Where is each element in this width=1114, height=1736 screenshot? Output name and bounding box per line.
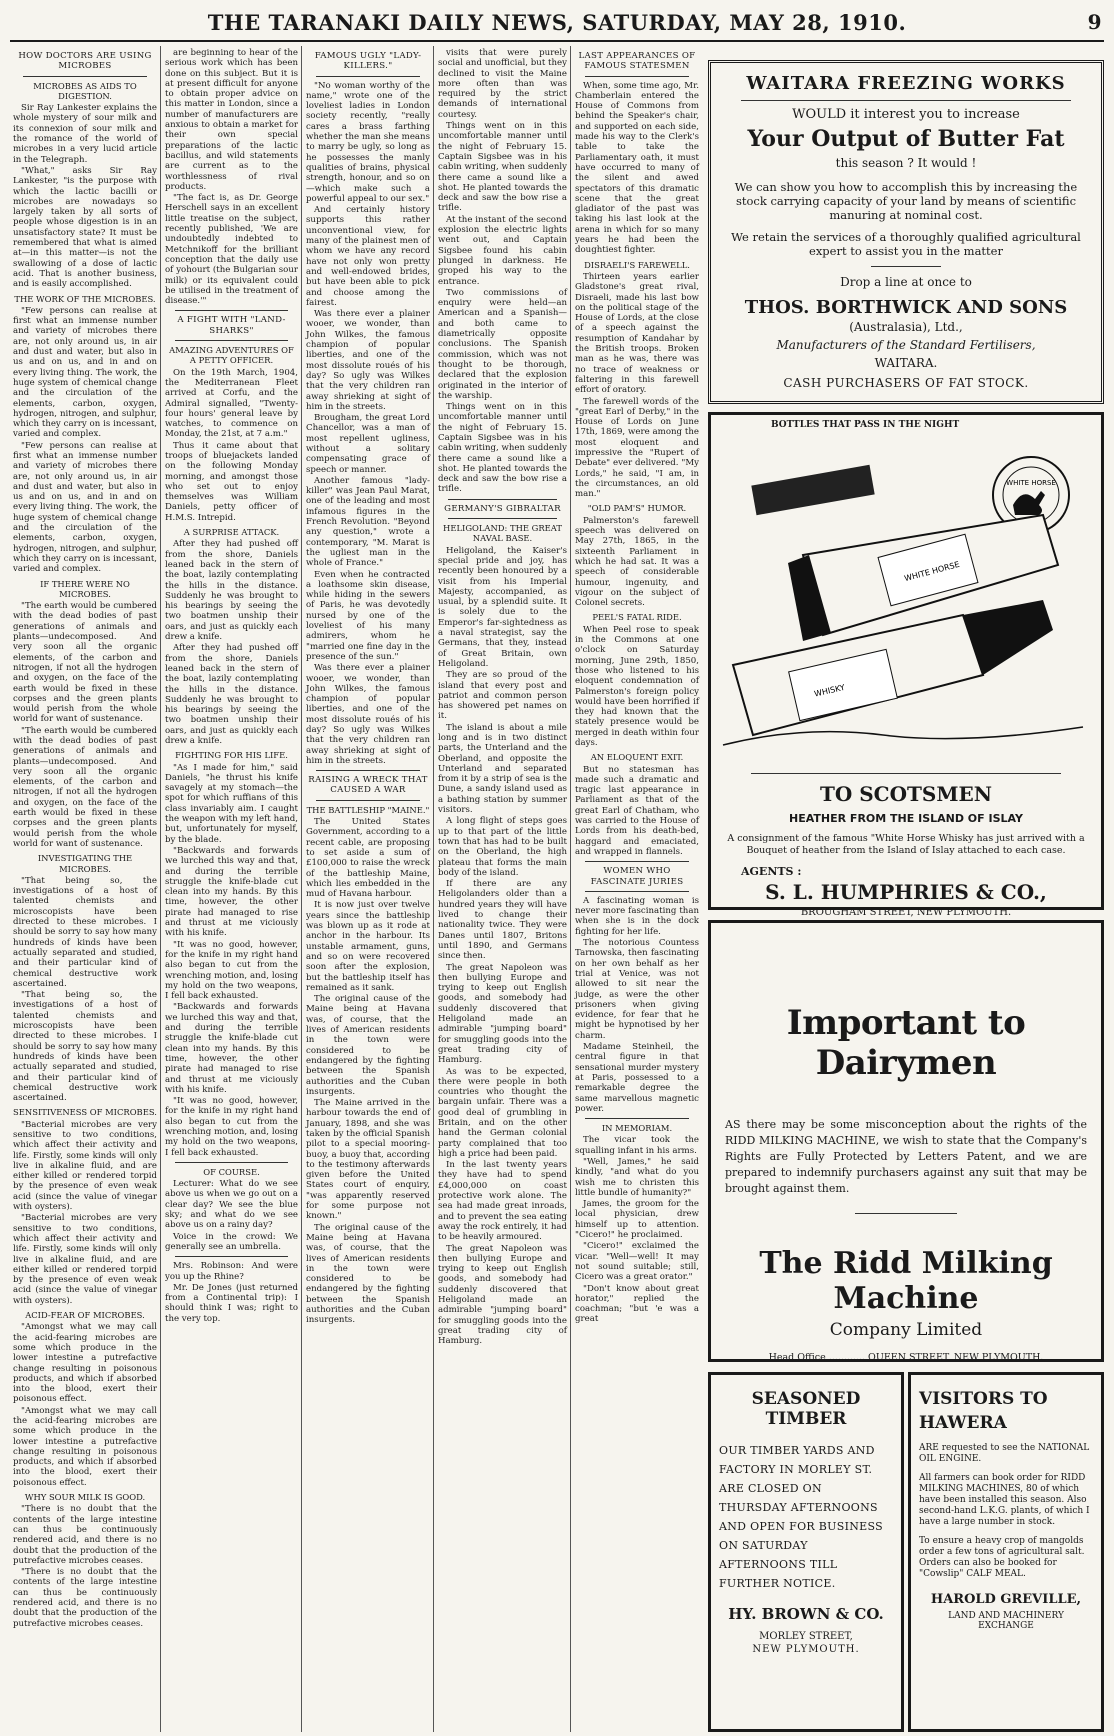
ad-body: To ensure a heavy crop of mangolds order a few tons of agricultural salt. Orders can also be booked for "Cowslip" CALF MEAL. (919, 1536, 1085, 1579)
ad-white-horse-whisky (708, 412, 1104, 918)
ad-headline: Your Output of Butter Fat (747, 126, 1065, 152)
ad-firm: HY. BROWN & CO. (728, 1605, 884, 1623)
ad-body: OUR TIMBER YARDS AND FACTORY IN MORLEY ST. ARE CLOSED ON THURSDAY AFTERNOONS AND OPEN FOR BUSINESS ON SATURDAY AFTERNOONS TILL FURTHER NOTICE. (719, 1444, 883, 1590)
paragraph: "Well, James," he said kindly, "and what do you wish me to christen this little bundle of humanity?" (575, 1156, 699, 1198)
ad-line: We retain the services of a thoroughly qualified agricultural expert to assist you in the matter (731, 230, 1081, 258)
paragraph: The notorious Countess Tarnowska, then fascinating on her own behalf as her trial at Venice, was not allowed to sit near the judge, as were the other prisoners when giving evidence, for fear that he might be hypnotised by her charm. (575, 938, 699, 1041)
bottle-label: WHITE HORSE (903, 559, 961, 584)
column-4 (435, 48, 570, 1732)
paragraph: They are so proud of the island that every post and patriot and common person has showered pet names on it. (438, 670, 567, 722)
ad-headline: TO SCOTSMEN (819, 782, 993, 806)
divider (585, 891, 689, 892)
paragraph: "It was no good, however, for the knife in my right hand also began to cut from the wrenching motion, and, losing my hold on the two weapons, I fell back exhausted. (165, 1096, 298, 1158)
paragraph: The great Napoleon was then bullying Europe and trying to keep out English goods, and somebody had suddenly discovered that Heligoland made an admirable "jumping board" for smuggling goods into the great trading city of Hamburg. (438, 1243, 567, 1347)
subhead: MICROBES AS AIDS TO DIGESTION. (33, 80, 137, 101)
paragraph: When, some time ago, Mr. Chamberlain entered the House of Commons from behind the Speaker's chair, and supported on each side, made his way to the Clerk's table to take the Parliamentary oath, it must have occurred to many of the silent and awed spectators of this dramatic scene that the great gladiator of the past was taking his last look at the arena in which for so many years he had been the doughtiest fighter. (575, 80, 699, 256)
paragraph: "Bacterial microbes are very sensitive to two conditions, which affect their activity and life. Firstly, some kinds will only live in alkaline fluid, and are either killed or rendered torpid by the presence of even weak acid (since the value of vinegar with oysters). (13, 1119, 157, 1213)
paragraph: A long flight of steps goes up to that part of the little town that has had to be built on the Oberland, the high plateau that forms the main body of the island. (438, 816, 567, 878)
paragraph: The original cause of the Maine being at Havana was, of course, that the lives of American residents in the town were considered to be endangered by the fighting between the Spanish authorities and the Cuban insurgents. (306, 994, 430, 1097)
subhead: WHY SOUR MILK IS GOOD. (24, 1492, 146, 1503)
paragraph: "Amongst what we may call the acid-fearing microbes are some which produce in the lower intestine a putrefactive change resulting in poisonous products, and which if absorbed into the blood, exert their poisonous effect. (13, 1405, 157, 1488)
ad-line: WOULD it interest you to increase (792, 107, 1020, 122)
subhead: A SURPRISE ATTACK. (183, 527, 280, 538)
divider (175, 340, 288, 341)
seal-text: WHITE HORSE (1006, 479, 1056, 487)
paragraph: "Cicero!" exclaimed the vicar. "Well—well! It may not sound suitable; still, Cicero was a great orator." (575, 1241, 699, 1283)
column-5 (572, 48, 702, 1732)
subhead: DISRAELI'S FAREWELL. (584, 259, 690, 270)
divider (316, 800, 420, 801)
ad-firm: S. L. HUMPHRIES & CO., (765, 880, 1047, 904)
subhead: INVESTIGATING THE MICROBES. (37, 853, 133, 874)
ad-headline: SEASONED TIMBER (751, 1389, 861, 1429)
subhead: FIGHTING FOR HIS LIFE. (175, 750, 288, 761)
paragraph: Things went on in this uncomfortable manner until the night of February 15. Captain Sigsbee was in his cabin writing, when suddenly there came a sound like a shot. He planted towards the deck and saw the bow rise a trifle. (438, 121, 567, 214)
ad-caption: BOTTLES THAT PASS IN THE NIGHT (771, 420, 960, 430)
ad-visitors-hawera (908, 1372, 1104, 1732)
column-divider (301, 46, 302, 1732)
headline-raising-wreck: RAISING A WRECK THAT CAUSED A WAR (308, 775, 428, 796)
paragraph: Voice in the crowd: We generally see an umbrella. (165, 1231, 298, 1252)
divider (448, 499, 557, 500)
page-number: 9 (1087, 10, 1102, 34)
divider (23, 76, 147, 77)
divider (585, 1118, 689, 1119)
paragraph: "Don't know about great horator," replied the coachman; "but 'e was a great (575, 1283, 699, 1325)
headline-last-appearances: LAST APPEARANCES OF FAMOUS STATESMEN (578, 51, 696, 72)
paragraph: After they had pushed off from the shore, Daniels leaned back in the stern of the boat, lazily contemplating the hills in the distance. Suddenly he was brought to his bearings by seeing the two boatmen unship their oars, and just as quickly each drew a knife. (165, 643, 298, 746)
paragraph: Thus it came about that troops of bluejackets landed on the following Monday morning, and amongst those who set out to enjoy themselves was William Daniels, petty officer of H.M.S. Intrepid. (165, 440, 298, 523)
paragraph: Thirteen years earlier Gladstone's great rival, Disraeli, made his last bow on the political stage of the House of Lords, at the close of a speech against the resumption of Kandahar by the British troops. Broken man as he was, there was no trace of weakness or faltering in this farewell effort of oratory. (575, 271, 699, 396)
subhead: IF THERE WERE NO MICROBES. (40, 578, 130, 599)
column-divider (433, 46, 434, 1732)
ad-line: LAND AND MACHINERY EXCHANGE (948, 1611, 1064, 1631)
paragraph: On the 19th March, 1904, the Mediterranean Fleet arrived at Corfu, and the Admiral signalled, "Twenty-four hours' general leave by watches, to commence on Monday, the 21st, at 7 a.m." (165, 367, 298, 440)
paragraph: "Amongst what we may call the acid-fearing microbes are some which produce in the lower intestine a putrefactive change resulting in poisonous products, and which if absorbed into the blood, exert their poisonous effect. (13, 1322, 157, 1405)
subhead: IN MEMORIAM. (601, 1123, 673, 1134)
paragraph: Heligoland, the Kaiser's special pride and joy, has recently been honoured by a visit from his Imperial Majesty, accompanied, as usual, by a splendid suite. It is solely due to the Emperor's far-sightedness as a naval strategist, say the Germans, that they, instead of Great Britain, own Heligoland. (438, 545, 567, 669)
paragraph: Even when he contracted a loathsome skin disease, while hiding in the sewers of Paris, he was devotedly nursed by one of the loveliest of his many admirers, whom he "married one fine day in the presence of the sun." (306, 569, 430, 662)
headline-land-sharks: A FIGHT WITH "LAND-SHARKS" (177, 315, 286, 336)
column-2 (162, 48, 301, 1732)
ad-headline: Important to Dairymen (786, 1003, 1026, 1083)
masthead-rule (10, 40, 1104, 42)
paragraph: The island is about a mile long and is in two distinct parts, the Unterland and the Oberland, and opposite the Unterland and separated from it by a strip of sea is the Dune, a sandy island used as a bathing station by summer visitors. (438, 722, 567, 816)
paragraph: Mrs. Robinson: And were you up the Rhine? (165, 1261, 298, 1282)
paragraph: After they had pushed off from the shore, Daniels leaned back in the stern of the boat, lazily contemplating the hills in the distance. Suddenly he was brought to his bearings by seeing the two boatmen unship their oars, and just as quickly each drew a knife. (165, 539, 298, 643)
ad-body: AS there may be some misconception about the rights of the RIDD MILKING MACHINE, we wish to state that the Company's Rights are Fully Protected by Letters Patent, and we are prepared to indemnify purchasers against any suit that may be brought against them. (725, 1118, 1087, 1195)
paragraph: In the last twenty years they have had to spend £4,000,000 on coast protective work alone. The sea had made great inroads, and to prevent the sea eating away the rock entirely, it had to be heavily armoured. (438, 1160, 567, 1243)
ad-line: BROUGHAM STREET, NEW PLYMOUTH. (800, 907, 1012, 918)
masthead-title: THE TARANAKI DAILY NEWS, SATURDAY, MAY 28, 1910. (207, 10, 907, 35)
subhead: THE BATTLESHIP "MAINE." (306, 804, 430, 815)
subhead: OF COURSE. (203, 1166, 260, 1177)
ad-headline: HAWERA (919, 1413, 1007, 1433)
paragraph: "The earth would be cumbered with the dead bodies of past generations of animals and plants—undecomposed. And very soon all the organic elements, of the carbon and nitrogen, if not all the hydrogen and oxygen, on the face of the earth would be fixed in these corpses and the green plants would perish from the whole world for want of sustenance. (13, 601, 157, 725)
paragraph: "Few persons can realise at first what an immense number and variety of microbes there are, not only around us, in air and dust and water, but also in us and on us, and in and on every living thing. The work, the huge system of chemical change and the circulation of the elements, carbon, oxygen, hydrogen, nitrogen, and sulphur, which they carry on is incessant, varied and complex. (13, 440, 157, 575)
divider (175, 1256, 288, 1257)
divider (316, 76, 420, 77)
subhead: AN ELOQUENT EXIT. (590, 752, 684, 763)
paragraph: visits that were purely social and unofficial, but they declined to visit the Maine more often than was required by the strict demands of international courtesy. (438, 48, 567, 120)
bottle-label: WHISKY (813, 682, 846, 699)
paragraph: Lecturer: What do we see above us when we go out on a clear day? We see the blue sky; and what do we see above us on a rainy day? (165, 1179, 298, 1231)
subhead: THE WORK OF THE MICROBES. (14, 293, 156, 304)
paragraph: Mr. De Jones (just returned from a Continental trip): I should think I was; right to the very top. (165, 1282, 298, 1324)
ad-line: AGENTS : (741, 865, 802, 878)
paragraph: "Backwards and forwards we lurched this way and that, and during the terrible struggle the knife-blade cut clean into my hands. By this time, however, the other pirate had managed to rise and thrust at me viciously with his knife. (165, 1002, 298, 1095)
paragraph: Brougham, the great Lord Chancellor, was a man of most repellent ugliness, without a solitary compensating grace of speech or manner. (306, 413, 430, 475)
ad-firm: HAROLD GREVILLE, (930, 1592, 1082, 1607)
paragraph: And certainly history supports this rather unconventional view, for many of the plainest men of whom we have any record have not only won pretty and well-endowed brides, but have been able to pick and choose among the fairest. (306, 205, 430, 308)
paragraph: "There is no doubt that the contents of the large intestine can thus be continuously rendered acid, and there is no doubt that the production of the putrefactive microbes ceases. (13, 1504, 157, 1566)
column-divider (570, 46, 571, 1732)
paragraph: But no statesman has made such a dramatic and tragic last appearance in Parliament as that of the great Earl of Chatham, who was carried to the House of Lords from his death-bed, haggard and emaciated, and wrapped in flannels. (575, 764, 699, 857)
ad-line: Company Limited (829, 1320, 983, 1340)
paragraph: The original cause of the Maine being at Havana was, of course, that the lives of American residents in the town were considered to be endangered by the fighting between the Spanish authorities and the Cuban insurgents. (306, 1222, 430, 1326)
paragraph: The vicar took the squalling infant in his arms. (575, 1135, 699, 1156)
paragraph: A fascinating woman is never more fascinating than when she is in the dock fighting for her life. (575, 895, 699, 937)
paragraph: Was there ever a plainer wooer, we wonder, than John Wilkes, the famous champion of popular liberties, and one of the most dissolute roués of his day? So ugly was Wilkes that the very children ran away shrieking at sight of him in the streets. (306, 309, 430, 412)
subhead: AMAZING ADVENTURES OF A PETTY OFFICER. (169, 345, 294, 366)
ad-firm: THOS. BORTHWICK AND SONS (744, 297, 1068, 318)
ad-waitara-freezing-works (708, 60, 1104, 404)
ad-body: All farmers can book order for RIDD MILKING MACHINES, 80 of which have been installed this season. Also second-hand L.K.G. plants, of which I have a large number in stock. (919, 1473, 1090, 1527)
divider (585, 76, 689, 77)
ad-line: NEW PLYMOUTH. (752, 1644, 860, 1655)
paragraph: "As I made for him," said Daniels, "he thrust his knife savagely at my stomach—the spot for which ruffians of this class invariably aim. I caught the weapon with my left hand, but, unfortunately for myself, by the blade. (165, 762, 298, 845)
subhead: ACID-FEAR OF MICROBES. (25, 1310, 145, 1321)
paragraph: Sir Ray Lankester explains the whole mystery of sour milk and its connexion of sour milk and the romance of the world of microbes in a very lucid article in the Telegraph. (13, 103, 157, 165)
paragraph: As was to be expected, there were people in both countries who thought the bargain unfair. There was a good deal of grumbling in Britain, and on the other hand the German colonial party complained that too high a price had been paid. (438, 1066, 567, 1159)
divider (175, 1162, 288, 1163)
paragraph: "No woman worthy of the name," wrote one of the loveliest ladies in London society recently, "really cares a brass farthing whether the man she means to marry be ugly, so long as he possesses the manly qualities of brains, physical strength, honour, and so on—which make such a powerful appeal to our sex." (306, 80, 430, 204)
paragraph: The Maine arrived in the harbour towards the end of January, 1898, and she was taken by the official Spanish pilot to a special mooring-buoy, a buoy that, according to the testimony afterwards given before the United States court of enquiry, "was apparently reserved for some purpose not known." (306, 1098, 430, 1222)
paragraph: Madame Steinheil, the central figure in that sensational murder mystery at Paris, possessed to a remarkable degree the same marvellous magnetic power. (575, 1042, 699, 1114)
ad-line: Drop a line at once to (840, 275, 972, 289)
ad-line: HEATHER FROM THE ISLAND OF ISLAY (789, 812, 1023, 825)
headline-germanys-gibraltar: GERMANY'S GIBRALTAR (444, 503, 561, 514)
headline-women-juries: WOMEN WHO FASCINATE JURIES (590, 866, 684, 887)
paragraph: "It was no good, however, for the knife in my right hand also began to cut from the wrenching motion, and, losing my hold on the two weapons, I fell back exhausted. (165, 939, 298, 1002)
ad-title: WAITARA FREEZING WORKS (746, 73, 1066, 94)
paragraph: "Bacterial microbes are very sensitive to two conditions, which affect their activity and life. Firstly, some kinds will only live in alkaline fluid, and are either killed or rendered torpid by the presence of even weak acid (since the value of vinegar with oysters). (13, 1213, 157, 1306)
ad-line: (Australasia), Ltd., (849, 320, 963, 334)
paragraph: The great Napoleon was then bullying Europe and trying to keep out English goods, and somebody had suddenly discovered that Heligoland made an admirable "jumping board" for smuggling goods into the great trading city of Hamburg. (438, 962, 567, 1066)
paragraph: "There is no doubt that the contents of the large intestine can thus be continuously rendered acid, and there is no doubt that the production of the putrefactive microbes ceases. (13, 1567, 157, 1629)
headline-doctors-microbes: HOW DOCTORS ARE USING MICROBES (18, 51, 152, 72)
paragraph: The farewell words of the "great Earl of Derby," in the House of Lords on June 17th, 1869, were among the most eloquent and impressive the "Rupert of Debate" ever delivered. "My Lords," he said, "I am, in the circumstances, an old man." (575, 396, 699, 500)
paragraph: James, the groom for the local physician, drew himself up to attention. "Cicero!" he proclaimed. (575, 1199, 699, 1241)
ad-line: CASH PURCHASERS OF FAT STOCK. (783, 376, 1029, 390)
paragraph: If there are any Heligolanders older than a hundred years they will have lived to change their nationality twice. They were Danes until 1807, Britons until 1890, and Germans since then. (438, 879, 567, 962)
paragraph: "The fact is, as Dr. George Herschell says in an excellent little treatise on the subject, recently published, 'We are undoubtedly indebted to Metchnikoff for the brilliant conception that the daily use of yohourt (the Bulgarian sour milk) or its equivalent could be utilised in the treatment of disease.'" (165, 193, 298, 307)
divider (175, 310, 288, 311)
divider (316, 770, 420, 771)
headline-ugly-lady-killers: FAMOUS UGLY "LADY-KILLERS." (314, 51, 422, 72)
subhead: "OLD PAM'S" HUMOR. (587, 503, 687, 514)
subhead: PEEL'S FATAL RIDE. (592, 612, 682, 623)
column-divider (160, 46, 161, 1732)
paragraph: Two commissions of enquiry were held—an American and a Spanish—and both came to diametrically opposite conclusions. The Spanish commission, which was not thought to be thorough, declared that the explosion originated in the interior of the warship. (438, 287, 567, 401)
ad-line: We can show you how to accomplish this by increasing the stock carrying capacity of your land by means of scientific manuring at nominal cost. (734, 180, 1078, 222)
ad-line: this season ? It would ! (835, 156, 977, 170)
divider (585, 861, 689, 862)
paragraph: "Backwards and forwards we lurched this way and that, and during the terrible struggle the knife-blade cut clean into my hands. By this time, however, the other pirate had managed to rise and thrust at me viciously with his knife. (165, 845, 298, 939)
paragraph: "The earth would be cumbered with the dead bodies of past generations of animals and plants—undecomposed. And very soon all the organic elements, of the carbon and nitrogen, if not all the hydrogen and oxygen, on the face of the earth would be fixed in these corpses and the green plants would perish from the whole world for want of sustenance. (13, 725, 157, 849)
paragraph: Was there ever a plainer wooer, we wonder, than John Wilkes, the famous champion of popular liberties, and one of the most dissolute roués of his day? So ugly was Wilkes that the very children ran away shrieking at sight of him in the streets. (306, 663, 430, 766)
ad-seasoned-timber (708, 1372, 904, 1732)
paragraph: Things went on in this uncomfortable manner until the night of February 15. Captain Sigsbee was in his cabin writing, when suddenly there came a sound like a shot. He planted towards the deck and saw the bow rise a trifle. (438, 402, 567, 495)
paragraph: "What," asks Sir Ray Lankester, "is the purpose with which the lactic bacilli or microbes are nowadays so largely taken by all sorts of people whose digestion is in an unsatisfactory state? It must be remembered that what is aimed at—in this matter—is not the swallowing of a dose of lactic acid. That is another business, and is easily accomplished. (13, 165, 157, 290)
ad-line: A consignment of the famous "White Horse Whisky has just arrived with a Bouquet of heather from the Island of Islay attached to each case. (727, 833, 1085, 856)
ad-line: Manufacturers of the Standard Fertilisers, (776, 338, 1036, 352)
ad-ridd-milking-machine (708, 920, 1104, 1362)
ad-headline: VISITORS TO (919, 1389, 1048, 1409)
ad-line: MORLEY STREET, (759, 1631, 853, 1642)
subhead: SENSITIVENESS OF MICROBES. (13, 1107, 157, 1118)
column-3 (303, 48, 433, 1732)
paragraph: "That being so, the investigations of a host of talented chemists and microscopists have been directed to these microbes. I should be sorry to say how many hundreds of kinds have been actually separated and studied, and their particular kind of chemical destructive work ascertained. (13, 875, 157, 989)
paragraph: At the instant of the second explosion the electric lights went out, and Captain Sigsbee found his cabin plunged in darkness. He groped his way to the entrance. (438, 214, 567, 287)
subhead: HELIGOLAND: THE GREAT NAVAL BASE. (443, 523, 562, 544)
whisky-bottles-illustration (713, 435, 1103, 765)
masthead (0, 10, 1114, 42)
paragraph: It is now just over twelve years since the battleship was blown up as it rode at anchor in the harbour. Its unstable armament, guns, and so on were recovered soon after the explosion, but the battleship itself has remained as it sank. (306, 900, 430, 993)
paragraph: Another famous "lady-killer" was Jean Paul Marat, one of the leading and most infamous figures in the French Revolution. "Beyond any question," wrote a contemporary, "M. Marat is the ugliest man in the whole of France." (306, 475, 430, 569)
paragraph: The United States Government, according to a recent cable, are proposing to set aside a sum of £100,000 to raise the wreck of the battleship Maine, which lies embedded in the mud of Havana harbour. (306, 817, 430, 900)
ad-firm: The Ridd Milking Machine (759, 1246, 1053, 1316)
paragraph: When Peel rose to speak in the Commons at one o'clock on Saturday morning, June 29th, 1850, those who listened to his eloquent condemnation of Palmerston's foreign policy would have been horrified if they had known that the stately presence would be merged in death within four days. (575, 624, 699, 748)
paragraph: "Few persons can realise at first what an immense number and variety of microbes there are, not only around us, in air and dust and water, but also in us and on us, and in and on every living thing. The work, the huge system of chemical change and the circulation of the elements, carbon, oxygen, hydrogen, nitrogen, and sulphur, which they carry on is incessant, varied and complex. (13, 305, 157, 440)
ad-line: Head Office ............ QUEEN STREET, NEW PLYMOUTH. (768, 1352, 1044, 1363)
ad-body: ARE requested to see the NATIONAL OIL ENGINE. (919, 1443, 1090, 1464)
ad-line: WAITARA. (874, 356, 938, 370)
divider (448, 518, 557, 519)
paragraph: "That being so, the investigations of a host of talented chemists and microscopists have been directed to these microbes. I should be sorry to say how many hundreds of kinds have been actually separated and studied, and their particular kind of chemical destructive work ascertained. (13, 990, 157, 1104)
paragraph: Palmerston's farewell speech was delivered on May 27th, 1865, in the sixteenth Parliament in which he had sat. It was a speech of considerable humour, ingenuity, and vigour on the subject of Colonel secrets. (575, 515, 699, 609)
paragraph: are beginning to hear of the serious work which has been done on this subject. But it is at present difficult for anyone to obtain proper advice on this matter in London, since a number of manufacturers are anxious to obtain a market for their own special preparations of the lactic bacillus, and wild statements are current as to the worthlessness of rival products. (165, 48, 298, 192)
column-1 (10, 48, 160, 1732)
